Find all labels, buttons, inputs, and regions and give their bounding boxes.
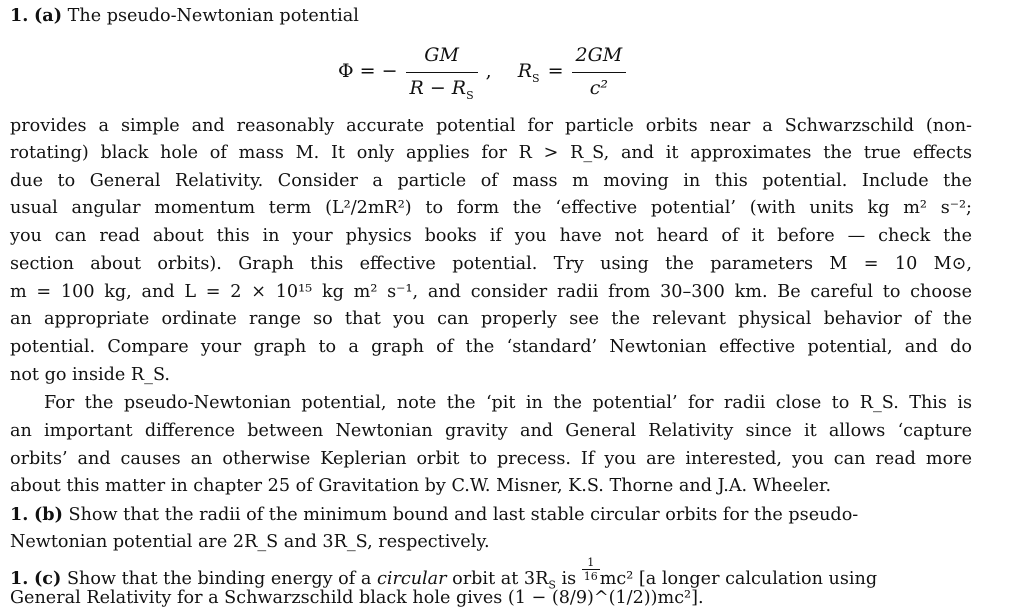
problem-number: 1.: [10, 568, 29, 589]
part-label: (a): [33, 5, 63, 26]
paragraph-b-line-4: about this matter in chapter 25 of Gravitation by C.W. Misner, K.S. Thorne and J.A. Wheeler.: [10, 476, 832, 496]
paragraph-a-line-7: m = 100 kg, and L = 2 × 10¹⁵ kg m² s⁻¹, and consider radii from 30–300 km. Be careful to choose: [10, 282, 972, 302]
paragraph-a-line-4: usual angular momentum term (L²/2mR²) to form the ‘effective potential’ (with units kg m² s⁻²;: [10, 198, 972, 218]
problem-c-text-a: Show that the binding energy of a: [66, 569, 372, 589]
problem-number: 1.: [10, 504, 29, 525]
problem-a-heading: [10, 2, 972, 31]
rs-denominator: c²: [589, 76, 608, 99]
paragraph-a-line-8: an appropriate ordinate range so that you can properly see the relevant physical behavior of the: [10, 309, 972, 329]
paragraph-a-line-1: provides a simple and reasonably accurate potential for particle orbits near a Schwarzschild (non-: [10, 116, 972, 136]
problem-b-line-1: [10, 501, 972, 530]
rs-lhs: $R_S$: [517, 60, 540, 85]
paragraph-b-line-3: orbits’ and causes an otherwise Keplerian orbit to precess. If you are interested, you can read more: [10, 449, 972, 469]
equation-comma: ,: [485, 60, 492, 83]
paragraph-a-line-2: rotating) black hole of mass M. It only applies for R > R_S, and it approximates the true effects: [10, 143, 972, 163]
paragraph-a-line-9: potential. Compare your graph to a graph of the ‘standard’ Newtonian effective potential, and do: [10, 337, 972, 357]
problem-c-text-d: mc² [a longer calculation using: [599, 569, 878, 589]
problem-c-line-2: General Relativity for a Schwarzschild black hole gives (1 − (8/9)^(1/2))mc²].: [10, 588, 704, 608]
one-sixteenth-fraction: $\frac{1}{16}$: [583, 556, 598, 583]
problem-number: 1.: [10, 5, 29, 26]
phi-lhs: Φ = −: [338, 60, 398, 83]
phi-denominator: $R - R_S$: [409, 76, 474, 102]
problem-b-text: Show that the radii of the minimum bound and last stable circular orbits for the pseudo-: [68, 505, 859, 525]
rs-fraction: [572, 42, 627, 102]
problem-b-line-2: Newtonian potential are 2R_S and 3R_S, respectively.: [10, 532, 490, 552]
paragraph-a-line-6: section about orbits). Graph this effective potential. Try using the parameters M = 10 M⊙,: [10, 254, 972, 274]
part-label: (b): [33, 504, 63, 525]
potential-equation: [338, 42, 626, 102]
rs-equals: =: [547, 60, 564, 83]
part-label: (c): [33, 568, 62, 589]
paragraph-a-line-5: you can read about this in your physics books if you have not heard of it before — check the: [10, 226, 972, 246]
paragraph-b-line-2: an important difference between Newtonian gravity and General Relativity since it allows ‘capture: [10, 421, 972, 441]
paragraph-a-line-10: not go inside R_S.: [10, 365, 170, 385]
phi-numerator: GM: [406, 42, 478, 73]
problem-c-emphasis: circular: [376, 569, 447, 589]
paragraph-b-line-1: For the pseudo-Newtonian potential, note the ‘pit in the potential’ for radii close to R_S. This is: [44, 393, 972, 413]
phi-fraction: [406, 42, 478, 102]
problem-c-text-b: orbit at $3R_S$ is: [452, 569, 577, 592]
rs-numerator: 2GM: [572, 42, 627, 73]
heading-text: The pseudo-Newtonian potential: [67, 6, 359, 26]
paragraph-a-line-3: due to General Relativity. Consider a particle of mass m moving in this potential. Include the: [10, 171, 972, 191]
